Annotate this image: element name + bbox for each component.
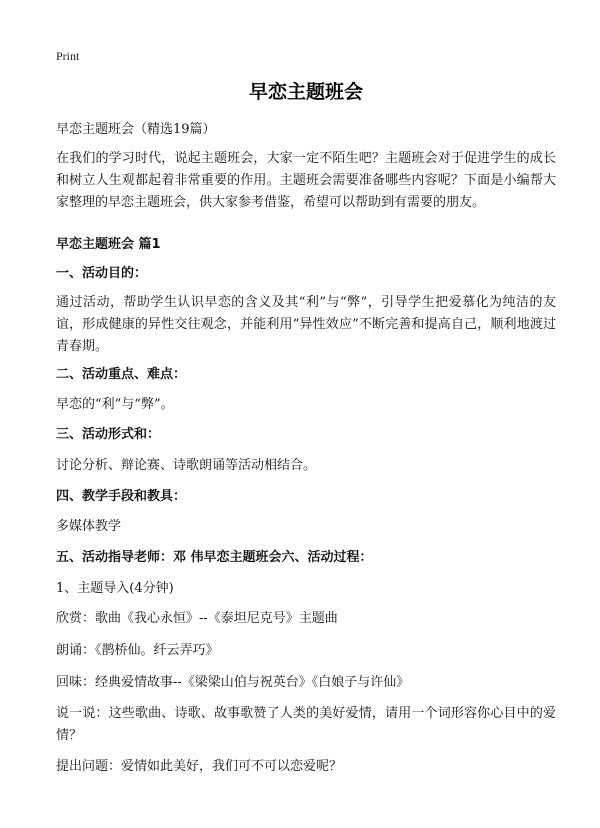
section-3-body: 讨论分析、辩论赛、诗歌朗诵等活动相结合。 [56,458,317,473]
say-paragraph: 说一说：这些歌曲、诗歌、故事歌赞了人类的美好爱情，请用一个词形容你心目中的爱情？ [56,706,556,743]
print-label: Print [56,49,80,63]
recall-line: 回味：经典爱情故事--《梁梁山伯与祝英台》《白娘子与许仙》 [56,675,410,690]
step-1-label: 1、主题导入(4分钟) [56,581,174,596]
section-2-heading: 二、活动重点、难点： [56,367,187,382]
section-1-heading: 一、活动目的： [56,266,148,281]
section-5-heading: 五、活动指导老师：邓 伟早恋主题班会六、活动过程： [56,550,373,565]
intro-paragraph: 在我们的学习时代，说起主题班会，大家一定不陌生吧？主题班会对于促进学生的成长和树立人生观都起着非常重要的作用。主题班会需要准备哪些内容呢？下面是小编帮大家整理的早恋主题班会，供大家参考借鉴，希望可以帮助到有需要的朋友。 [56,151,556,210]
question-line: 提出问题：爱情如此美好，我们可不可以恋爱呢？ [56,759,343,774]
section-4-heading: 四、教学手段和教具： [56,489,187,504]
section-3-heading: 三、活动形式和： [56,427,161,442]
recite-line: 朗诵：《鹊桥仙。纤云弄巧》 [56,643,219,658]
section-1-body: 通过活动，帮助学生认识早恋的含义及其“利”与“弊”，引导学生把爱慕化为纯洁的友谊，形成健康的异性交往观念，并能利用“异性效应”不断完善和提高自己，顺利地渡过青春期。 [56,295,556,354]
part-heading: 早恋主题班会 篇1 [56,237,161,252]
appreciate-line: 欣赏：歌曲《我心永恒》--《泰坦尼克号》主题曲 [56,611,338,626]
section-2-body: 早恋的“利”与“弊”。 [56,397,174,412]
document-title: 早恋主题班会 [248,81,363,103]
document-subtitle: 早恋主题班会（精选19篇） [56,122,216,137]
section-4-body: 多媒体教学 [56,519,122,534]
